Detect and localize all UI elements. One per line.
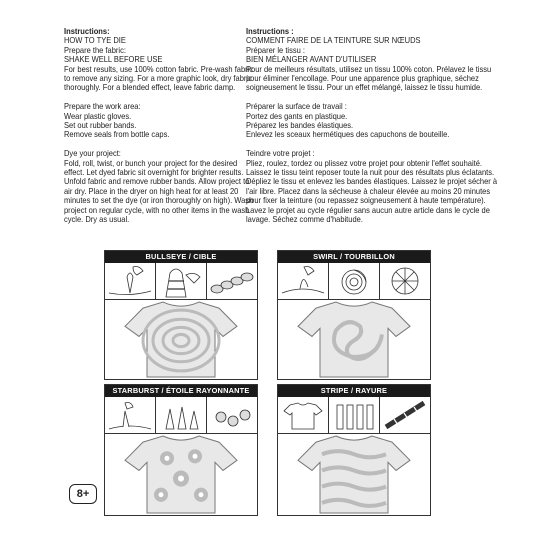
bullseye-step-dye [207, 263, 257, 299]
french-dye-line: l'air libre. Placez dans la sécheuse à chaleur élevée au moins 20 minutes [246, 186, 491, 196]
starburst-tshirt-icon [105, 434, 257, 515]
starburst-step-pinch [105, 397, 156, 433]
twisted-fabric-icon [329, 263, 379, 299]
french-prep-fabric: Préparer le tissu : [246, 45, 305, 55]
swirl-shirt [278, 300, 430, 379]
english-instructions [64, 27, 261, 234]
banded-disc-icon [380, 263, 430, 299]
bullseye-tshirt-icon [105, 300, 257, 379]
english-heading: Instructions: [64, 27, 110, 36]
swirl-steps [278, 263, 430, 300]
french-area-line: Préparez les bandes élastiques. [246, 121, 354, 131]
french-dye-line: Pliez, roulez, tordez ou plissez votre projet pour obtenir l'effet souhaité. [246, 158, 483, 168]
english-dye-line: cycle. Dry as usual. [64, 215, 130, 225]
swirl-panel [277, 250, 431, 380]
french-dye-line: Lavez le projet au cycle régulier sans aucun autre article dans le cycle de [246, 205, 490, 215]
english-dye-line: Unfold fabric and remove rubber bands. Allow project to [64, 177, 250, 187]
stripe-banner: STRIPE / RAYURE [278, 385, 430, 397]
english-dye-line: Fold, roll, twist, or bunch your project for the desired [64, 158, 238, 168]
starburst-steps [105, 397, 257, 434]
pinch-center-icon [278, 263, 328, 299]
english-shake: SHAKE WELL BEFORE USE [64, 55, 163, 65]
age-badge: 8+ [69, 484, 97, 504]
dyed-bundle-icon [207, 263, 257, 299]
stripe-panel [277, 384, 431, 516]
starburst-shirt [105, 434, 257, 515]
english-area-line: Remove seals from bottle caps. [64, 130, 170, 140]
pinch-points-icon [105, 397, 155, 433]
swirl-tshirt-icon [278, 300, 430, 379]
french-fabric-line: soigneusement le tissu. Pour un effet mélangé, laissez le tissu humide. [246, 83, 483, 93]
french-dye-line: pour fixer la teinture (ou repassez soigneusement à haute température). [246, 196, 486, 206]
stripe-steps [278, 397, 430, 434]
starburst-banner: STARBURST / ÉTOILE RAYONNANTE [105, 385, 257, 397]
english-fabric-line: thoroughly. For a blended effect, leave fabric damp. [64, 83, 236, 93]
english-area-line: Set out rubber bands. [64, 121, 137, 131]
french-area-line: Portez des gants en plastique. [246, 111, 348, 121]
banded-points-icon [156, 397, 206, 433]
bullseye-panel [104, 250, 258, 380]
swirl-step-band [380, 263, 430, 299]
english-title: HOW TO TYE DIE [64, 36, 126, 46]
french-dye-line: lavage. Séchez comme d'habitude. [246, 215, 363, 225]
french-dye-line: Dépliez le tissu et enlevez les bandes élastiques. Laissez le projet sécher à [246, 177, 498, 187]
stripe-step-roll [329, 397, 380, 433]
rolled-fabric-icon [329, 397, 379, 433]
french-title: COMMENT FAIRE DE LA TEINTURE SUR NŒUDS [246, 36, 421, 46]
bullseye-shirt [105, 300, 257, 379]
banded-roll-icon [380, 397, 430, 433]
folded-shirt-icon [278, 397, 328, 433]
english-area-line: Wear plastic gloves. [64, 111, 132, 121]
dyed-points-icon [207, 397, 257, 433]
english-dye-line: project on regular cycle, with no other items in the wash [64, 205, 250, 215]
stripe-step-dye [380, 397, 430, 433]
starburst-step-band [156, 397, 207, 433]
stripe-tshirt-icon [278, 434, 430, 515]
english-prep-fabric: Prepare the fabric: [64, 45, 126, 55]
french-instructions [246, 27, 498, 234]
french-area-line: Enlevez les sceaux hermétiques des capuchons de bouteille. [246, 130, 450, 140]
starburst-panel [104, 384, 258, 516]
starburst-step-dye [207, 397, 257, 433]
swirl-step-twist [329, 263, 380, 299]
swirl-step-pinch [278, 263, 329, 299]
french-fabric-line: pour éliminer l'encollage. Pour une apparence plus graphique, séchez [246, 74, 479, 84]
english-fabric-line: to remove any sizing. For a more graphic look, dry fabric [64, 74, 252, 84]
swirl-banner: SWIRL / TOURBILLON [278, 251, 430, 263]
bullseye-banner: BULLSEYE / CIBLE [105, 251, 257, 263]
pinch-fabric-icon [105, 263, 155, 299]
english-prep-area: Prepare the work area: [64, 102, 141, 112]
english-dye-line: air dry. Place in the dryer on high heat for at least 20 [64, 186, 239, 196]
english-dye-line: effect. Let dyed fabric sit overnight for brighter results. [64, 168, 244, 178]
bullseye-steps [105, 263, 257, 300]
french-dye-heading: Teindre votre projet : [246, 149, 315, 159]
english-fabric-line: For best results, use 100% cotton fabric. Pre-wash fabric [64, 64, 254, 74]
french-prep-area: Préparer la surface de travail : [246, 102, 347, 112]
stripe-shirt [278, 434, 430, 515]
french-shake: BIEN MÉLANGER AVANT D'UTILISER [246, 55, 377, 65]
banded-fabric-icon [156, 263, 206, 299]
french-fabric-line: Pour de meilleurs résultats, utilisez un tissu 100% coton. Prélavez le tissu [246, 64, 492, 74]
stripe-step-fold [278, 397, 329, 433]
bullseye-step-band [156, 263, 207, 299]
english-dye-heading: Dye your project: [64, 149, 121, 159]
french-heading: Instructions : [246, 27, 294, 36]
french-dye-line: Laissez le tissu teint reposer toute la nuit pour des résultats plus éclatants. [246, 168, 495, 178]
english-dye-line: minutes to set the dye (or iron thoroughly on high). Wash [64, 196, 254, 206]
bullseye-step-pinch [105, 263, 156, 299]
